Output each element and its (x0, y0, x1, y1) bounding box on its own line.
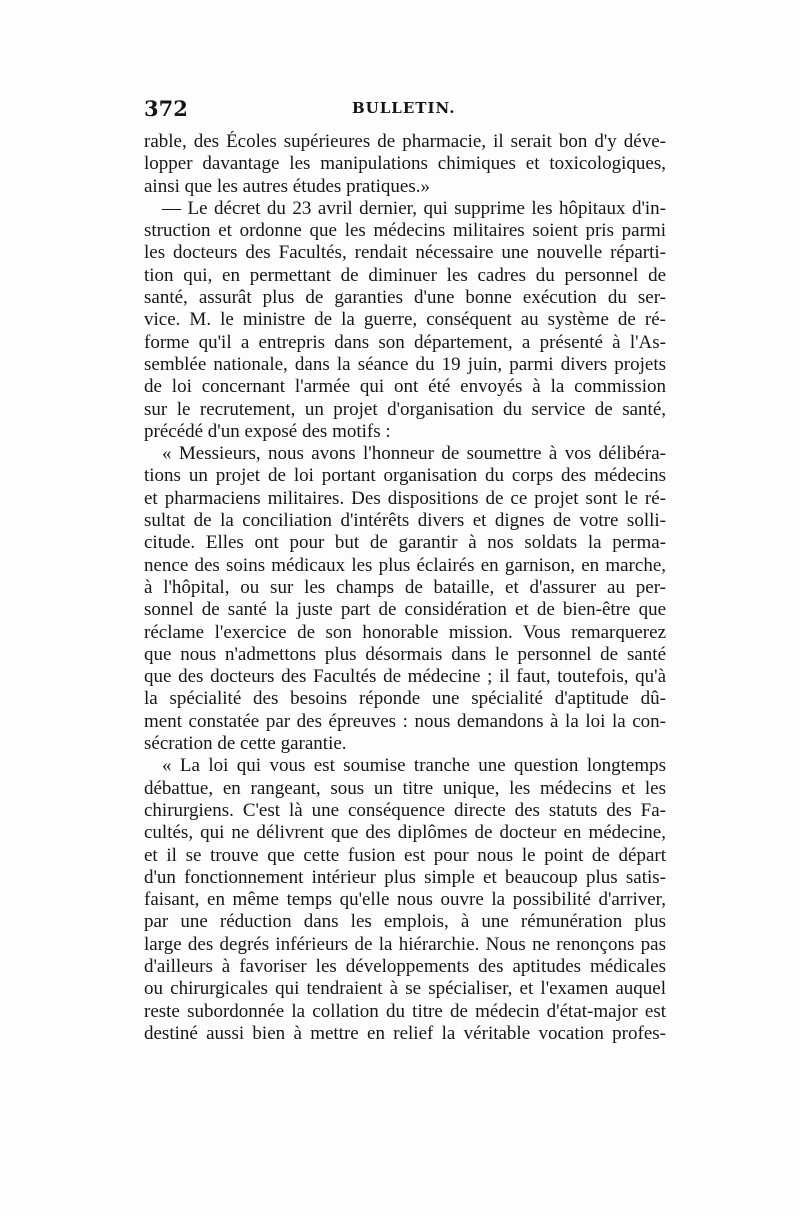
text-line: faisant, en même temps qu'elle nous ouvre la possibilité d'arriver, (144, 889, 666, 911)
text-line: — Le décret du 23 avril dernier, qui supprime les hôpitaux d'in- (162, 197, 666, 219)
running-head: BULLETIN. (352, 99, 456, 117)
text-line: et il se trouve que cette fusion est pour nous le point de départ (144, 844, 666, 866)
text-line: la spécialité des besoins réponde une spécialité d'aptitude dû- (144, 688, 666, 710)
text-line: « Messieurs, nous avons l'honneur de soumettre à vos délibéra- (162, 443, 666, 465)
text-line: vice. M. le ministre de la guerre, conséquent au système de ré- (144, 309, 666, 331)
text-line: de loi concernant l'armée qui ont été envoyés à la commission (144, 376, 666, 398)
text-line: rable, des Écoles supérieures de pharmacie, il serait bon d'y déve- (144, 131, 666, 152)
text-line: d'un fonctionnement intérieur plus simple et beaucoup plus satis- (144, 866, 666, 888)
text-line: sur le recrutement, un projet d'organisation du service de santé, (144, 398, 666, 420)
text-line: lopper davantage les manipulations chimiques et toxicologiques, (144, 153, 666, 175)
text-line: sultat de la conciliation d'intérêts divers et dignes de votre solli- (144, 510, 666, 532)
text-line: « La loi qui vous est soumise tranche une question longtemps (162, 755, 666, 777)
text-line: ou chirurgicales qui tendraient à se spécialiser, et l'examen auquel (144, 978, 666, 1000)
text-line: à l'hôpital, ou sur les champs de bataille, et d'assurer au per- (144, 576, 666, 598)
text-line: citude. Elles ont pour but de garantir à nos soldats la perma- (144, 532, 666, 554)
text-line: débattue, en rangeant, sous un titre unique, les médecins et les (144, 777, 666, 799)
text-line: large des degrés inférieurs de la hiérarchie. Nous ne renonçons pas (144, 933, 666, 955)
text-line: semblée nationale, dans la séance du 19 juin, parmi divers projets (144, 353, 666, 375)
text-line: nence des soins médicaux les plus éclairés en garnison, en marche, (144, 554, 666, 576)
text-line: destiné aussi bien à mettre en relief la véritable vocation profes- (144, 1022, 666, 1044)
text-line: reste subordonnée la collation du titre de médecin d'état-major est (144, 1000, 666, 1022)
text-line: cultés, qui ne délivrent que des diplômes de docteur en médecine, (144, 822, 666, 844)
text-line: sécration de cette garantie. (144, 733, 347, 755)
text-line: santé, assurât plus de garanties d'une bonne exécution du ser- (144, 287, 666, 309)
text-line: forme qu'il a entrepris dans son département, a présenté à l'As- (144, 331, 666, 353)
text-line: par une réduction dans les emplois, à une rémunération plus (144, 911, 666, 933)
text-line: ment constatée par des épreuves : nous demandons à la loi la con- (144, 710, 666, 732)
text-line: tion qui, en permettant de diminuer les cadres du personnel de (144, 264, 666, 286)
text-line: tions un projet de loi portant organisation du corps des médecins (144, 465, 666, 487)
text-line: les docteurs des Facultés, rendait nécessaire une nouvelle réparti- (144, 242, 666, 264)
page-header (144, 96, 666, 126)
text-line: réclame l'exercice de son honorable mission. Vous remarquerez (144, 621, 666, 643)
text-line: que des docteurs des Facultés de médecine ; il faut, toutefois, qu'à (144, 666, 666, 688)
page-number: 372 (144, 96, 188, 121)
text-line: et pharmaciens militaires. Des dispositions de ce projet sont le ré- (144, 487, 666, 509)
text-line: d'ailleurs à favoriser les développements des aptitudes médicales (144, 955, 666, 977)
text-line: ainsi que les autres études pratiques.» (144, 175, 430, 197)
text-line: précédé d'un exposé des motifs : (144, 420, 391, 442)
text-line: struction et ordonne que les médecins militaires soient pris parmi (144, 220, 666, 242)
body-text (144, 131, 666, 1045)
text-line: sonnel de santé la juste part de considération et de bien-être que (144, 599, 666, 621)
text-line: chirurgiens. C'est là une conséquence directe des statuts des Fa- (144, 799, 666, 821)
text-line: que nous n'admettons plus désormais dans le personnel de santé (144, 643, 666, 665)
